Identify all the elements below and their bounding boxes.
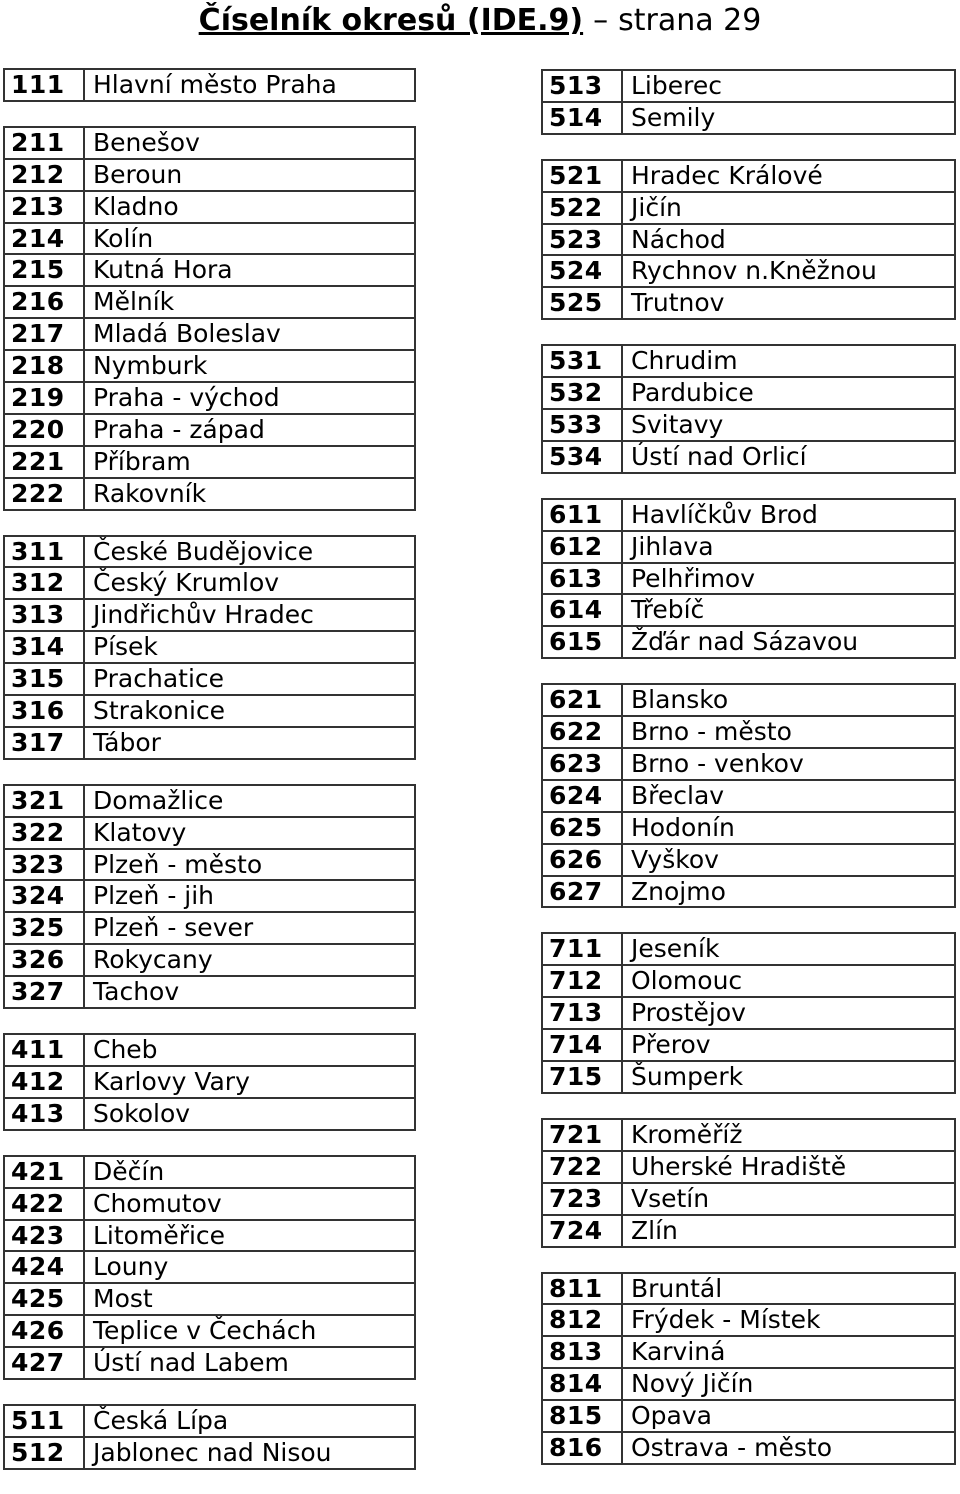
district-code: 220: [5, 415, 85, 445]
district-code: 615: [543, 627, 623, 657]
table-row: [3, 1067, 416, 1099]
table-row: [541, 500, 956, 532]
district-code: 512: [5, 1438, 85, 1468]
district-code: 714: [543, 1030, 623, 1060]
district-group: [541, 932, 956, 1093]
table-row: [3, 128, 416, 160]
table-row: [3, 1157, 416, 1189]
table-row: [3, 1099, 416, 1131]
district-name: Ústí nad Orlicí: [631, 441, 807, 471]
district-name: Blansko: [631, 685, 729, 715]
district-code: 523: [543, 225, 623, 255]
district-name: Jindřichův Hradec: [93, 600, 314, 630]
district-group: [3, 126, 416, 511]
district-name: Vsetín: [631, 1183, 710, 1213]
district-code: 815: [543, 1401, 623, 1431]
table-row: [541, 288, 956, 320]
district-code: 219: [5, 383, 85, 413]
district-name: Chrudim: [631, 346, 738, 376]
table-row: [541, 1401, 956, 1433]
district-code: 422: [5, 1189, 85, 1219]
district-code: 811: [543, 1274, 623, 1304]
district-code: 713: [543, 998, 623, 1028]
district-name: Přerov: [631, 1030, 711, 1060]
table-row: [541, 1062, 956, 1094]
district-name: Český Krumlov: [93, 568, 280, 598]
table-row: [3, 1438, 416, 1470]
district-code: 411: [5, 1035, 85, 1065]
district-name: Opava: [631, 1401, 712, 1431]
district-name: Prachatice: [93, 664, 225, 694]
district-code: 426: [5, 1316, 85, 1346]
table-row: [541, 378, 956, 410]
table-row: [541, 442, 956, 474]
district-code: 722: [543, 1152, 623, 1182]
table-row: [3, 664, 416, 696]
table-row: [541, 103, 956, 135]
district-code: 218: [5, 351, 85, 381]
table-row: [541, 595, 956, 627]
district-name: Kladno: [93, 191, 179, 221]
district-name: Beroun: [93, 159, 183, 189]
district-name: Písek: [93, 632, 158, 662]
table-row: [541, 1120, 956, 1152]
district-name: Kutná Hora: [93, 255, 233, 285]
district-code: 316: [5, 696, 85, 726]
title-separator: –: [593, 3, 609, 38]
district-name: Jičín: [631, 192, 682, 222]
district-name: Příbram: [93, 446, 191, 476]
district-name: Sokolov: [93, 1098, 191, 1128]
district-name: Praha - východ: [93, 383, 280, 413]
district-name: Tábor: [93, 727, 161, 757]
table-row: [3, 1406, 416, 1438]
district-code: 612: [543, 532, 623, 562]
table-row: [541, 1152, 956, 1184]
table-row: [541, 1030, 956, 1062]
district-code: 216: [5, 287, 85, 317]
table-row: [541, 813, 956, 845]
district-name: Pardubice: [631, 378, 754, 408]
district-group: [541, 159, 956, 320]
district-code: 613: [543, 564, 623, 594]
table-row: [541, 749, 956, 781]
district-code: 816: [543, 1433, 623, 1463]
district-code: 712: [543, 966, 623, 996]
table-row: [3, 1221, 416, 1253]
district-name: Náchod: [631, 224, 726, 254]
district-code: 513: [543, 71, 623, 101]
district-name: Pelhřimov: [631, 563, 756, 593]
district-name: Mladá Boleslav: [93, 319, 281, 349]
right-column: [541, 69, 956, 1489]
district-name: Bruntál: [631, 1273, 723, 1303]
district-name: Brno - venkov: [631, 749, 804, 779]
district-code: 424: [5, 1252, 85, 1282]
district-code: 522: [543, 193, 623, 223]
district-code: 313: [5, 600, 85, 630]
table-row: [541, 627, 956, 659]
table-row: [3, 1316, 416, 1348]
district-name: Třebíč: [631, 595, 705, 625]
district-code: 627: [543, 877, 623, 907]
table-row: [541, 998, 956, 1030]
district-code: 312: [5, 568, 85, 598]
district-code: 723: [543, 1184, 623, 1214]
district-name: Klatovy: [93, 817, 187, 847]
district-name: Plzeň - sever: [93, 913, 254, 943]
table-row: [3, 850, 416, 882]
district-code: 532: [543, 378, 623, 408]
page-title: [0, 0, 960, 44]
table-row: [3, 255, 416, 287]
district-group: [3, 1404, 416, 1470]
district-code: 814: [543, 1369, 623, 1399]
district-name: Mělník: [93, 287, 175, 317]
district-name: Jeseník: [631, 934, 720, 964]
district-code: 111: [5, 70, 85, 100]
table-row: [541, 1216, 956, 1248]
district-code: 412: [5, 1067, 85, 1097]
table-row: [541, 877, 956, 909]
table-row: [3, 70, 416, 102]
district-code: 217: [5, 319, 85, 349]
district-name: Karlovy Vary: [93, 1066, 250, 1096]
table-row: [541, 1433, 956, 1465]
district-code: 221: [5, 447, 85, 477]
table-row: [541, 256, 956, 288]
district-group: [541, 683, 956, 908]
table-row: [3, 818, 416, 850]
district-code: 524: [543, 256, 623, 286]
district-name: Havlíčkův Brod: [631, 499, 818, 529]
district-name: Cheb: [93, 1035, 158, 1065]
district-code: 322: [5, 818, 85, 848]
district-name: Semily: [631, 102, 716, 132]
district-code: 511: [5, 1406, 85, 1436]
district-name: Kolín: [93, 223, 154, 253]
district-name: Olomouc: [631, 966, 743, 996]
table-row: [3, 1348, 416, 1380]
table-row: [541, 1274, 956, 1306]
district-code: 315: [5, 664, 85, 694]
table-row: [541, 532, 956, 564]
table-row: [3, 447, 416, 479]
district-name: Prostějov: [631, 998, 746, 1028]
table-row: [541, 1337, 956, 1369]
district-name: Břeclav: [631, 780, 725, 810]
district-code: 813: [543, 1337, 623, 1367]
table-row: [3, 786, 416, 818]
district-group: [541, 1272, 956, 1465]
table-row: [3, 728, 416, 760]
district-code: 812: [543, 1305, 623, 1335]
district-code: 323: [5, 850, 85, 880]
district-name: Karviná: [631, 1337, 726, 1367]
district-code: 214: [5, 224, 85, 254]
table-row: [3, 160, 416, 192]
district-name: Kroměříž: [631, 1119, 743, 1149]
table-row: [3, 224, 416, 256]
district-code: 215: [5, 255, 85, 285]
table-row: [3, 632, 416, 664]
district-code: 724: [543, 1216, 623, 1246]
district-code: 317: [5, 728, 85, 758]
table-row: [3, 568, 416, 600]
table-row: [541, 161, 956, 193]
district-code: 311: [5, 537, 85, 567]
district-code: 624: [543, 781, 623, 811]
district-code: 621: [543, 685, 623, 715]
district-code: 525: [543, 288, 623, 318]
district-name: Žďár nad Sázavou: [631, 627, 859, 657]
district-code: 715: [543, 1062, 623, 1092]
district-name: Louny: [93, 1252, 169, 1282]
district-name: Strakonice: [93, 696, 226, 726]
district-code: 327: [5, 977, 85, 1007]
district-group: [3, 784, 416, 1009]
district-name: Nymburk: [93, 351, 208, 381]
district-code: 321: [5, 786, 85, 816]
district-code: 531: [543, 346, 623, 376]
district-group: [3, 1033, 416, 1131]
district-group: [541, 498, 956, 659]
district-code: 212: [5, 160, 85, 190]
table-row: [541, 966, 956, 998]
table-row: [541, 346, 956, 378]
table-row: [3, 319, 416, 351]
district-name: Benešov: [93, 127, 200, 157]
district-name: Děčín: [93, 1156, 165, 1186]
district-group: [3, 535, 416, 760]
table-row: [3, 415, 416, 447]
district-code: 427: [5, 1348, 85, 1378]
district-name: Šumperk: [631, 1062, 744, 1092]
table-row: [3, 383, 416, 415]
district-name: Svitavy: [631, 410, 724, 440]
district-code: 721: [543, 1120, 623, 1150]
district-code: 625: [543, 813, 623, 843]
district-name: Tachov: [93, 977, 180, 1007]
table-row: [3, 696, 416, 728]
district-name: Frýdek - Místek: [631, 1305, 821, 1335]
district-name: Jablonec nad Nisou: [93, 1437, 332, 1467]
district-name: Hlavní město Praha: [93, 70, 337, 99]
district-name: České Budějovice: [93, 536, 314, 566]
district-code: 211: [5, 128, 85, 158]
table-row: [541, 1184, 956, 1216]
left-column: [3, 68, 416, 1494]
table-row: [541, 717, 956, 749]
district-code: 325: [5, 913, 85, 943]
table-row: [541, 71, 956, 103]
district-code: 611: [543, 500, 623, 530]
table-row: [3, 1035, 416, 1067]
district-name: Litoměřice: [93, 1220, 226, 1250]
district-code: 324: [5, 881, 85, 911]
district-name: Brno - město: [631, 717, 792, 747]
district-name: Praha - západ: [93, 414, 265, 444]
table-row: [541, 1305, 956, 1337]
document-title: Číselník okresů (IDE.9): [198, 3, 584, 38]
table-row: [3, 192, 416, 224]
table-row: [3, 287, 416, 319]
table-row: [541, 845, 956, 877]
district-name: Rychnov n.Kněžnou: [631, 256, 877, 286]
district-code: 222: [5, 479, 85, 509]
table-row: [3, 537, 416, 569]
district-name: Jihlava: [631, 531, 714, 561]
table-row: [3, 351, 416, 383]
district-group: [541, 69, 956, 135]
district-name: Hradec Králové: [631, 160, 823, 190]
district-name: Nový Jičín: [631, 1369, 754, 1399]
district-code: 533: [543, 410, 623, 440]
district-name: Hodonín: [631, 812, 735, 842]
district-name: Most: [93, 1284, 153, 1314]
table-row: [3, 1284, 416, 1316]
district-name: Rokycany: [93, 945, 213, 975]
district-name: Vyškov: [631, 844, 719, 874]
district-group: [3, 1155, 416, 1380]
district-name: Liberec: [631, 71, 722, 100]
district-name: Plzeň - město: [93, 849, 263, 879]
table-row: [3, 913, 416, 945]
district-code: 623: [543, 749, 623, 779]
district-group: [3, 68, 416, 102]
table-row: [3, 977, 416, 1009]
district-code: 622: [543, 717, 623, 747]
district-code: 614: [543, 595, 623, 625]
district-code: 521: [543, 161, 623, 191]
table-row: [541, 410, 956, 442]
table-row: [3, 479, 416, 511]
district-code: 425: [5, 1284, 85, 1314]
district-code: 534: [543, 442, 623, 472]
district-code: 326: [5, 945, 85, 975]
table-row: [541, 564, 956, 596]
table-row: [3, 1252, 416, 1284]
district-code: 413: [5, 1099, 85, 1129]
district-name: Uherské Hradiště: [631, 1151, 847, 1181]
district-name: Rakovník: [93, 478, 207, 508]
table-row: [3, 600, 416, 632]
district-name: Trutnov: [631, 288, 725, 318]
table-row: [541, 781, 956, 813]
district-code: 213: [5, 192, 85, 222]
district-name: Zlín: [631, 1215, 678, 1245]
table-row: [541, 225, 956, 257]
district-name: Česká Lípa: [93, 1405, 229, 1435]
table-row: [3, 945, 416, 977]
district-code: 314: [5, 632, 85, 662]
district-code: 514: [543, 103, 623, 133]
district-name: Plzeň - jih: [93, 881, 215, 911]
district-name: Domažlice: [93, 785, 224, 815]
district-code: 423: [5, 1221, 85, 1251]
table-row: [541, 685, 956, 717]
district-name: Ústí nad Labem: [93, 1348, 289, 1378]
district-code: 626: [543, 845, 623, 875]
table-row: [3, 1189, 416, 1221]
district-name: Ostrava - město: [631, 1432, 832, 1462]
table-row: [541, 1369, 956, 1401]
district-name: Chomutov: [93, 1188, 222, 1218]
table-row: [3, 881, 416, 913]
district-group: [541, 1118, 956, 1248]
page-number: strana 29: [618, 3, 762, 38]
district-name: Teplice v Čechách: [93, 1316, 317, 1346]
district-group: [541, 344, 956, 474]
district-code: 711: [543, 934, 623, 964]
district-name: Znojmo: [631, 876, 726, 906]
district-code: 421: [5, 1157, 85, 1187]
table-row: [541, 934, 956, 966]
table-row: [541, 193, 956, 225]
